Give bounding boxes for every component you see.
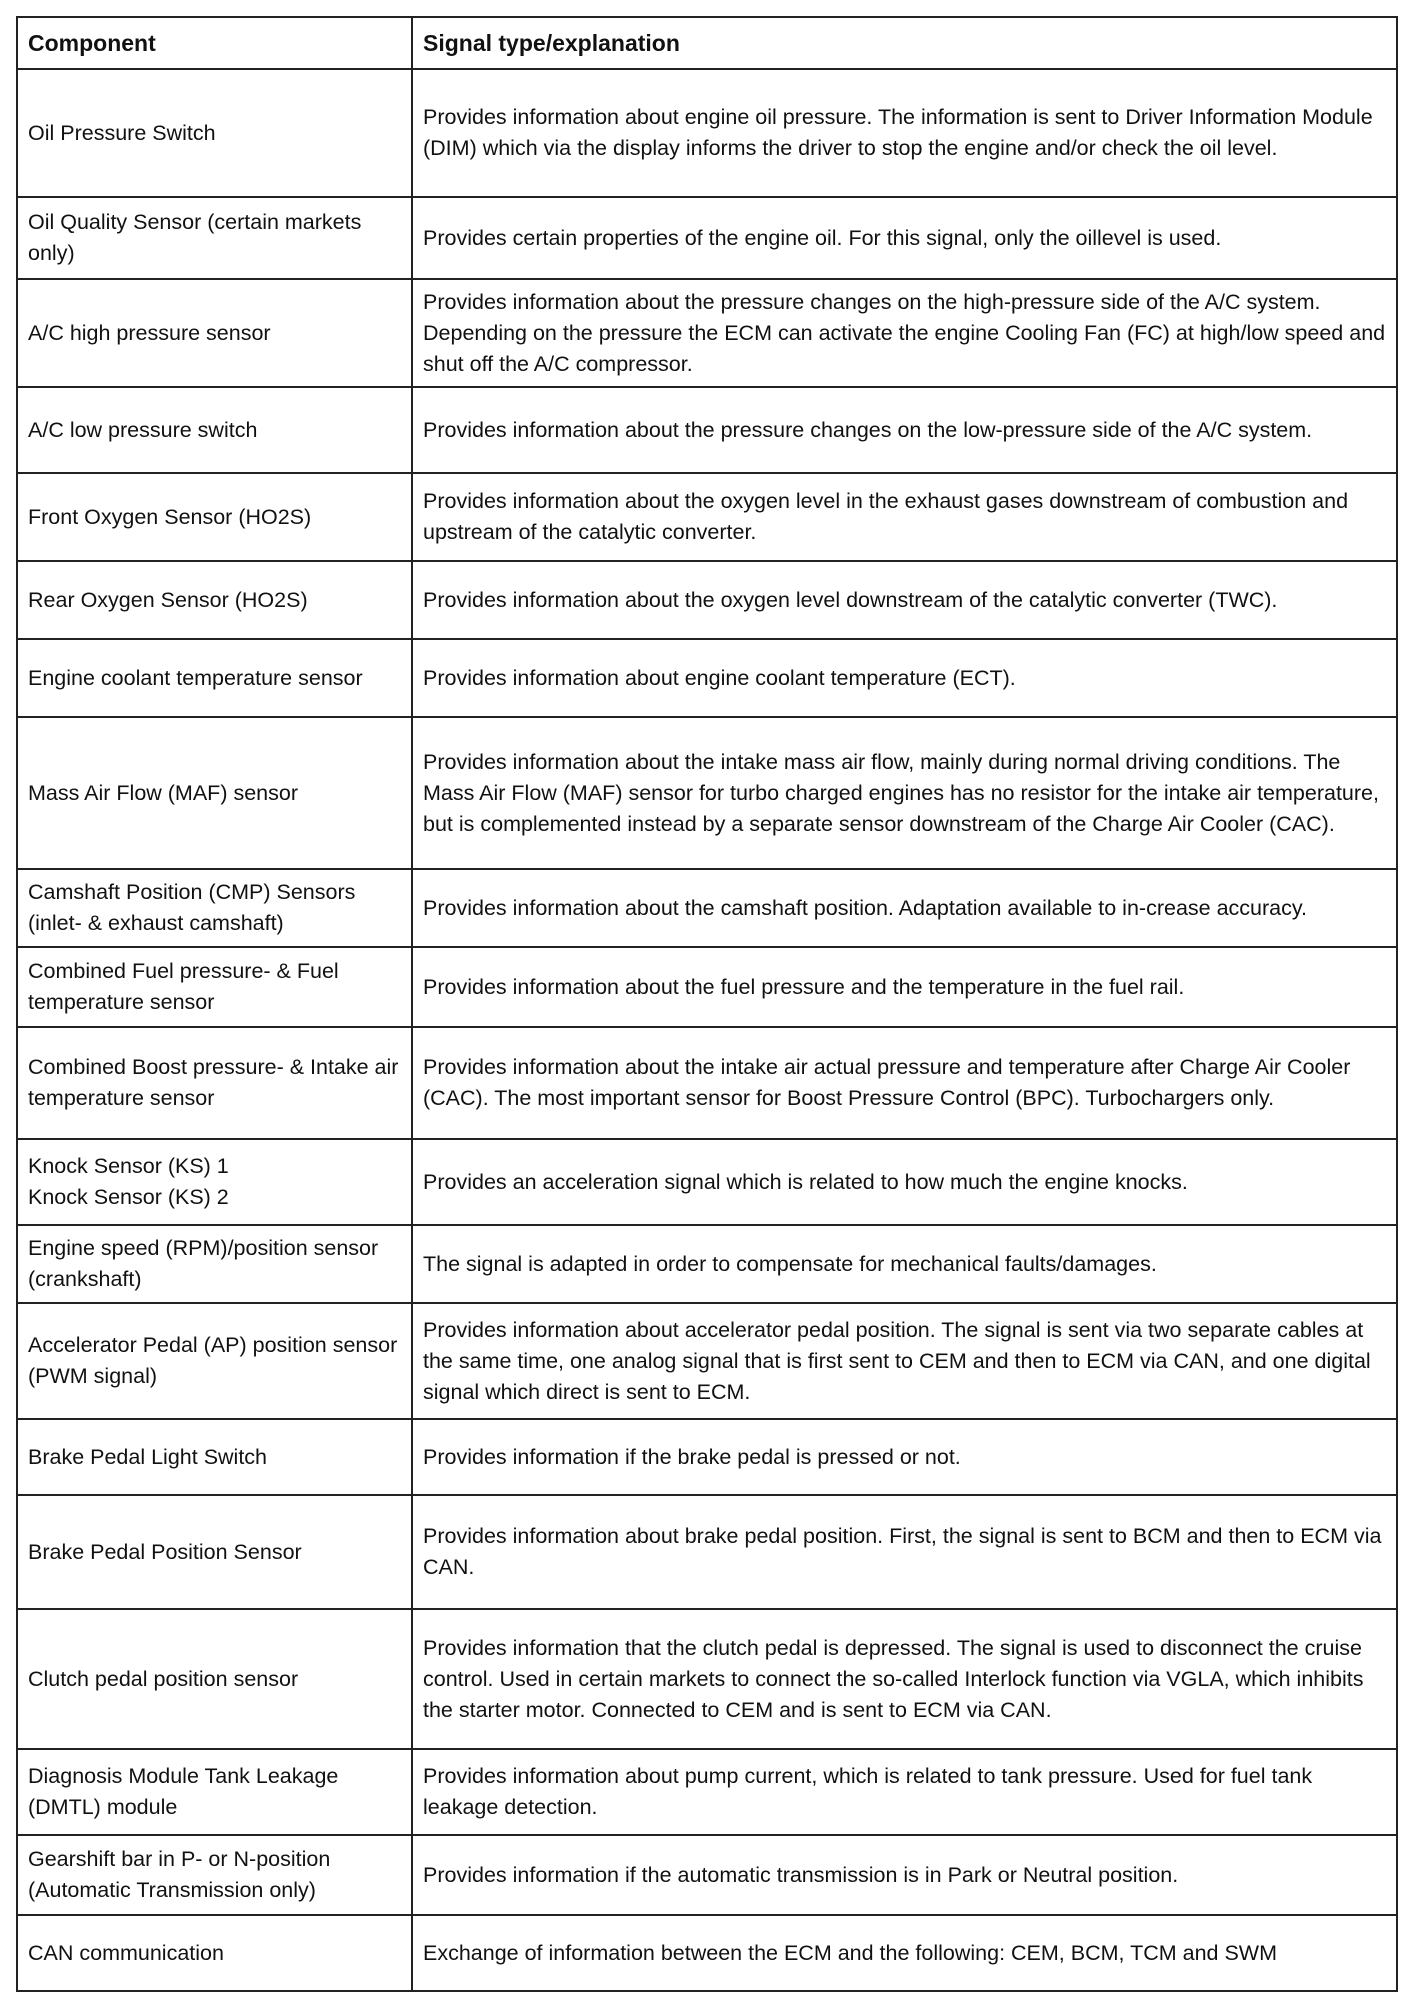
component-cell: Brake Pedal Position Sensor <box>17 1495 412 1609</box>
component-cell: Mass Air Flow (MAF) sensor <box>17 717 412 869</box>
signal-cell: Provides information about the intake mass air flow, mainly during normal driving conditions. The Mass Air Flow (MAF) sensor for turbo charged engines has no resistor for the intake air temperature, but is complemented instead by a separate sensor downstream of the Charge Air Cooler (CAC). <box>412 717 1397 869</box>
signal-cell: Provides information about the oxygen level in the exhaust gases downstream of combustion and upstream of the catalytic converter. <box>412 473 1397 561</box>
table-row <box>17 473 1397 561</box>
table-row <box>17 1303 1397 1419</box>
component-cell: A/C high pressure sensor <box>17 279 412 387</box>
table-row <box>17 1495 1397 1609</box>
table-row <box>17 69 1397 197</box>
document-page <box>16 16 1396 1986</box>
signal-cell: Provides information about the intake air actual pressure and temperature after Charge Air Cooler (CAC). The most important sensor for Boost Pressure Control (BPC). Turbochargers only. <box>412 1027 1397 1139</box>
header-component: Component <box>17 17 412 69</box>
table-row <box>17 1915 1397 1991</box>
table-row <box>17 1609 1397 1749</box>
component-cell: Gearshift bar in P- or N-position (Automatic Transmission only) <box>17 1835 412 1915</box>
table-row <box>17 1419 1397 1495</box>
table-row <box>17 197 1397 279</box>
table-row <box>17 1835 1397 1915</box>
component-cell: Combined Boost pressure- & Intake air temperature sensor <box>17 1027 412 1139</box>
signal-cell: Exchange of information between the ECM and the following: CEM, BCM, TCM and SWM <box>412 1915 1397 1991</box>
signal-cell: The signal is adapted in order to compensate for mechanical faults/damages. <box>412 1225 1397 1303</box>
component-cell: Diagnosis Module Tank Leakage (DMTL) module <box>17 1749 412 1835</box>
signal-cell: Provides information about the fuel pressure and the temperature in the fuel rail. <box>412 947 1397 1027</box>
signal-cell: Provides information about pump current, which is related to tank pressure. Used for fuel tank leakage detection. <box>412 1749 1397 1835</box>
signal-cell: Provides information that the clutch pedal is depressed. The signal is used to disconnect the cruise control. Used in certain markets to connect the so-called Interlock function via VGLA, which inhibits the starter motor. Connected to CEM and is sent to ECM via CAN. <box>412 1609 1397 1749</box>
table-row <box>17 639 1397 717</box>
signal-cell: Provides information about the pressure changes on the high-pressure side of the A/C system. Depending on the pressure the ECM can activate the engine Cooling Fan (FC) at high/low speed and shut off the A/C compressor. <box>412 279 1397 387</box>
component-cell: Rear Oxygen Sensor (HO2S) <box>17 561 412 639</box>
table-row <box>17 1139 1397 1225</box>
signal-cell: Provides information about the camshaft position. Adaptation available to in-crease accuracy. <box>412 869 1397 947</box>
table-row <box>17 717 1397 869</box>
table-row <box>17 947 1397 1027</box>
component-cell: A/C low pressure switch <box>17 387 412 473</box>
table-row <box>17 561 1397 639</box>
signal-cell: Provides information about the pressure changes on the low-pressure side of the A/C system. <box>412 387 1397 473</box>
component-cell: Combined Fuel pressure- & Fuel temperature sensor <box>17 947 412 1027</box>
component-cell: Knock Sensor (KS) 1 Knock Sensor (KS) 2 <box>17 1139 412 1225</box>
component-cell: Front Oxygen Sensor (HO2S) <box>17 473 412 561</box>
component-cell: Engine coolant temperature sensor <box>17 639 412 717</box>
signal-cell: Provides information about the oxygen level downstream of the catalytic converter (TWC). <box>412 561 1397 639</box>
signal-cell: Provides information about brake pedal position. First, the signal is sent to BCM and then to ECM via CAN. <box>412 1495 1397 1609</box>
table-row <box>17 1225 1397 1303</box>
signal-cell: Provides information if the automatic transmission is in Park or Neutral position. <box>412 1835 1397 1915</box>
component-cell: Engine speed (RPM)/position sensor (crankshaft) <box>17 1225 412 1303</box>
signal-cell: Provides certain properties of the engine oil. For this signal, only the oillevel is used. <box>412 197 1397 279</box>
signal-cell: Provides information if the brake pedal is pressed or not. <box>412 1419 1397 1495</box>
table-row <box>17 279 1397 387</box>
component-cell: Accelerator Pedal (AP) position sensor (PWM signal) <box>17 1303 412 1419</box>
table-row <box>17 387 1397 473</box>
table-header-row <box>17 17 1397 69</box>
signal-cell: Provides information about engine coolant temperature (ECT). <box>412 639 1397 717</box>
signal-cell: Provides information about engine oil pressure. The information is sent to Driver Information Module (DIM) which via the display informs the driver to stop the engine and/or check the oil level. <box>412 69 1397 197</box>
component-cell: Clutch pedal position sensor <box>17 1609 412 1749</box>
component-cell: Oil Pressure Switch <box>17 69 412 197</box>
component-cell: Camshaft Position (CMP) Sensors (inlet- & exhaust camshaft) <box>17 869 412 947</box>
component-cell: Oil Quality Sensor (certain markets only) <box>17 197 412 279</box>
signal-cell: Provides information about accelerator pedal position. The signal is sent via two separate cables at the same time, one analog signal that is first sent to CEM and then to ECM via CAN, and one digital signal which direct is sent to ECM. <box>412 1303 1397 1419</box>
header-signal: Signal type/explanation <box>412 17 1397 69</box>
component-cell: Brake Pedal Light Switch <box>17 1419 412 1495</box>
table-row <box>17 869 1397 947</box>
signal-cell: Provides an acceleration signal which is related to how much the engine knocks. <box>412 1139 1397 1225</box>
table-row <box>17 1027 1397 1139</box>
table-row <box>17 1749 1397 1835</box>
component-signal-table <box>16 16 1398 1992</box>
component-cell: CAN communication <box>17 1915 412 1991</box>
